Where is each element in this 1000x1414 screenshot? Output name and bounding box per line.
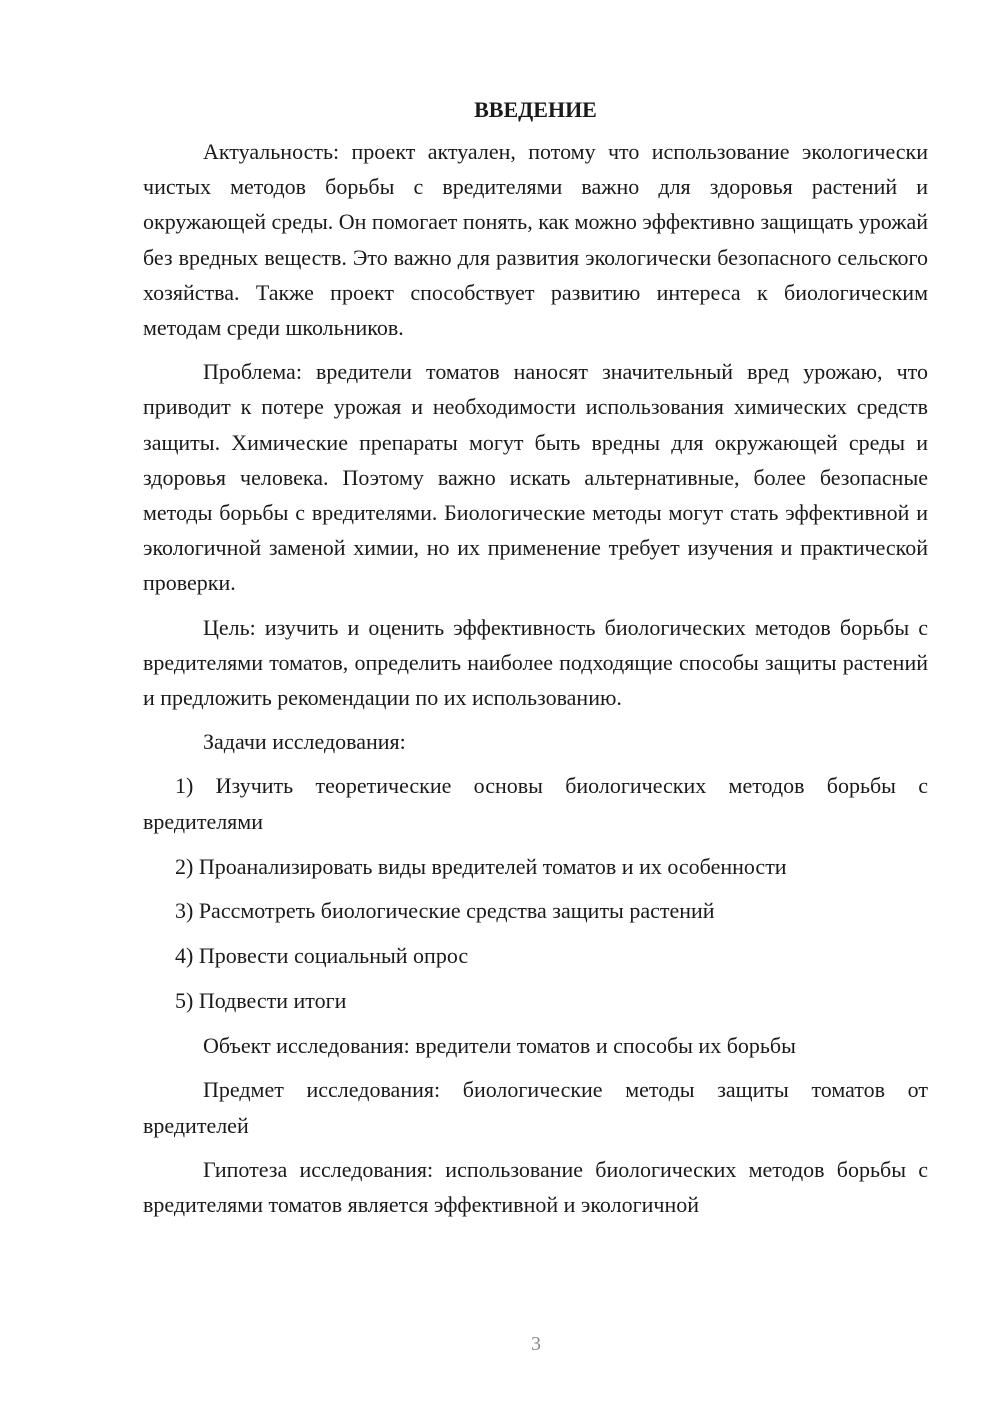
paragraph-hypothesis: Гипотеза исследования: использование биологических методов борьбы с вредителями томатов является эффективной и экологичной	[143, 1156, 928, 1217]
task-item: 2) Проанализировать виды вредителей томатов и их особенности	[175, 853, 787, 879]
tasks-heading: Задачи исследования:	[203, 729, 406, 755]
task-item: 1) Изучить теоретические основы биологических методов борьбы с вредителями	[143, 773, 928, 834]
page-title: ВВЕДЕНИЕ	[474, 97, 597, 122]
task-item: 5) Подвести итоги	[175, 988, 347, 1014]
paragraph-relevance: Актуальность: проект актуален, потому что использование экологически чистых методов борьбы с вредителями важно для здоровья растений и окружающей среды. Он помогает понять, как можно эффективно защищать урожай без вредных веществ. Это важно для развития экологически безопасного сельского хозяйства. Также проект способствует развитию интереса к биологическим методам среди школьников.	[143, 139, 928, 341]
paragraph-goal: Цель: изучить и оценить эффективность биологических методов борьбы с вредителями томатов, определить наиболее подходящие способы защиты растений и предложить рекомендации по их использованию.	[143, 614, 928, 711]
paragraph-problem: Проблема: вредители томатов наносят значительный вред урожаю, что приводит к потере урожая и необходимости использования химических средств защиты. Химические препараты могут быть вредны для окружающей среды и здоровья человека. Поэтому важно искать альтернативные, более безопасные методы борьбы с вредителями. Биологические методы могут стать эффективной и экологичной заменой химии, но их применение требует изучения и практической проверки.	[143, 359, 928, 596]
page-number: 3	[531, 1333, 541, 1355]
task-item: 4) Провести социальный опрос	[175, 943, 469, 969]
paragraph-object: Объект исследования: вредители томатов и способы их борьбы	[203, 1033, 796, 1059]
task-item: 3) Рассмотреть биологические средства защиты растений	[175, 898, 715, 924]
page-content	[143, 94, 928, 1231]
paragraph-subject: Предмет исследования: биологические методы защиты томатов от вредителей	[143, 1077, 928, 1138]
